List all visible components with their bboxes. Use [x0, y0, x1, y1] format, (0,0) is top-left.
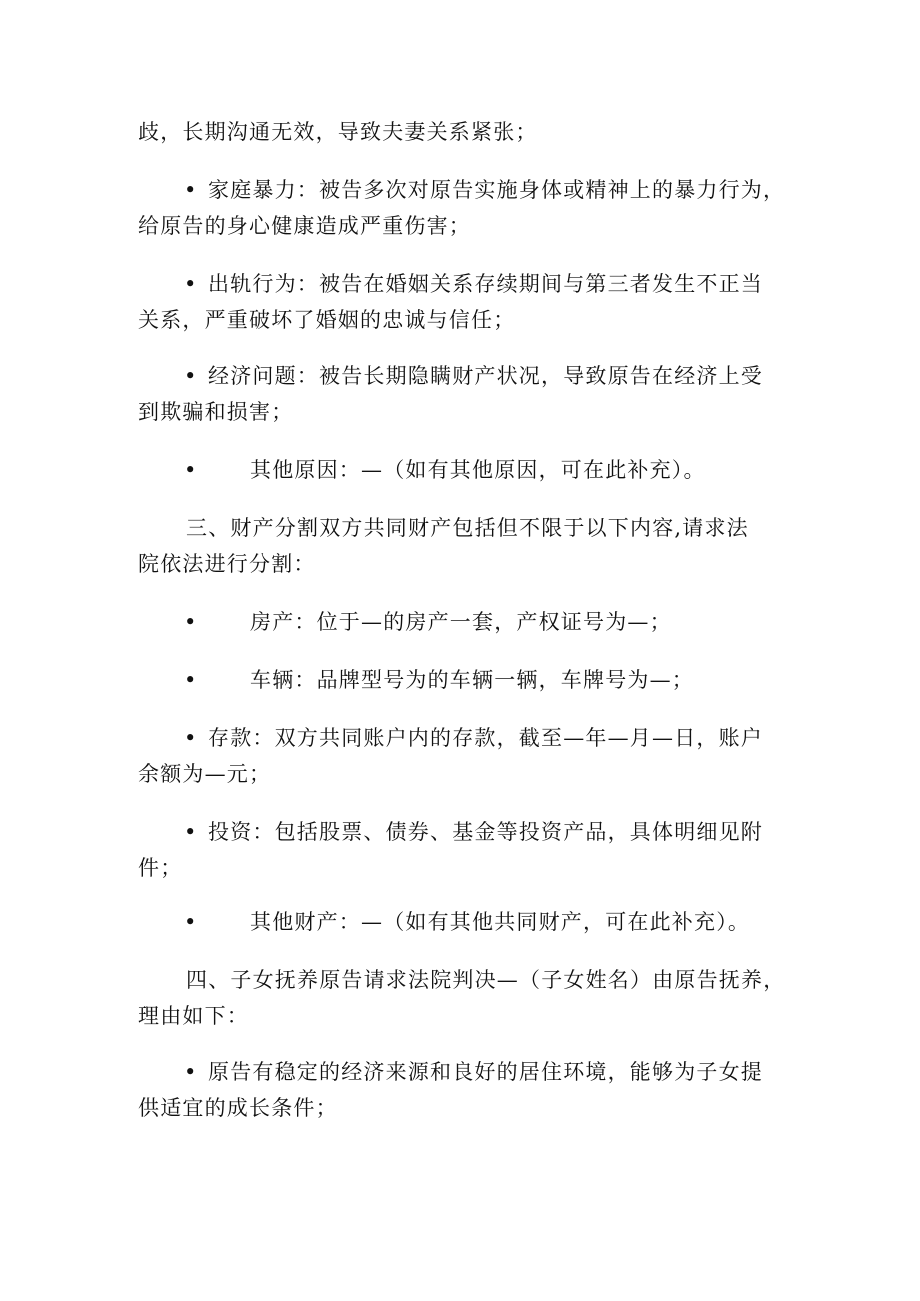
item-other-property: 其他财产：—（如有其他共同财产，可在此补充）。 [250, 910, 751, 934]
section-property-heading-line2: 院依法进行分割： [138, 552, 316, 576]
item-stable-income-line2: 供适宜的成长条件； [138, 1096, 338, 1120]
bullet-infidelity: • [184, 272, 197, 296]
item-real-estate: 房产：位于—的房产一套，产权证号为—； [250, 610, 672, 634]
item-investments-line2: 件； [138, 856, 183, 880]
bullet-other-reasons: • [184, 458, 197, 482]
section-property-heading-line1: 三、财产分割双方共同财产包括但不限于以下内容,请求法 [186, 516, 749, 540]
bullet-economic: • [184, 364, 197, 388]
bullet-other-property: • [184, 910, 197, 934]
bullet-real-estate: • [184, 610, 197, 634]
item-domestic-violence-line1: 家庭暴力：被告多次对原告实施身体或精神上的暴力行为， [208, 178, 786, 202]
section-custody-heading-line2: 理由如下： [138, 1004, 249, 1028]
item-deposits-line1: 存款：双方共同账户内的存款，截至—年—月—日，账户 [208, 726, 763, 750]
item-economic-line1: 经济问题：被告长期隐瞒财产状况，导致原告在经济上受 [208, 364, 763, 388]
bullet-investments: • [184, 820, 197, 844]
bullet-stable-income: • [184, 1060, 197, 1084]
item-infidelity-line1: 出轨行为：被告在婚姻关系存续期间与第三者发生不正当 [208, 272, 763, 296]
bullet-deposits: • [184, 726, 197, 750]
item-other-reasons: 其他原因：—（如有其他原因，可在此补充）。 [250, 458, 706, 482]
item-infidelity-line2: 关系，严重破坏了婚姻的忠诚与信任； [138, 308, 516, 332]
bullet-vehicle: • [184, 668, 197, 692]
item-economic-line2: 到欺骗和损害； [138, 400, 294, 424]
bullet-domestic-violence: • [184, 178, 197, 202]
paragraph-continuation: 歧，长期沟通无效，导致夫妻关系紧张； [138, 120, 538, 144]
item-deposits-line2: 余额为—元； [138, 762, 272, 786]
item-investments-line1: 投资：包括股票、债券、基金等投资产品，具体明细见附 [208, 820, 763, 844]
item-vehicle: 车辆：品牌型号为的车辆一辆，车牌号为—； [250, 668, 694, 692]
section-custody-heading-line1: 四、子女抚养原告请求法院判决—（子女姓名）由原告抚养， [186, 968, 786, 992]
item-stable-income-line1: 原告有稳定的经济来源和良好的居住环境，能够为子女提 [208, 1060, 763, 1084]
item-domestic-violence-line2: 给原告的身心健康造成严重伤害； [138, 214, 471, 238]
